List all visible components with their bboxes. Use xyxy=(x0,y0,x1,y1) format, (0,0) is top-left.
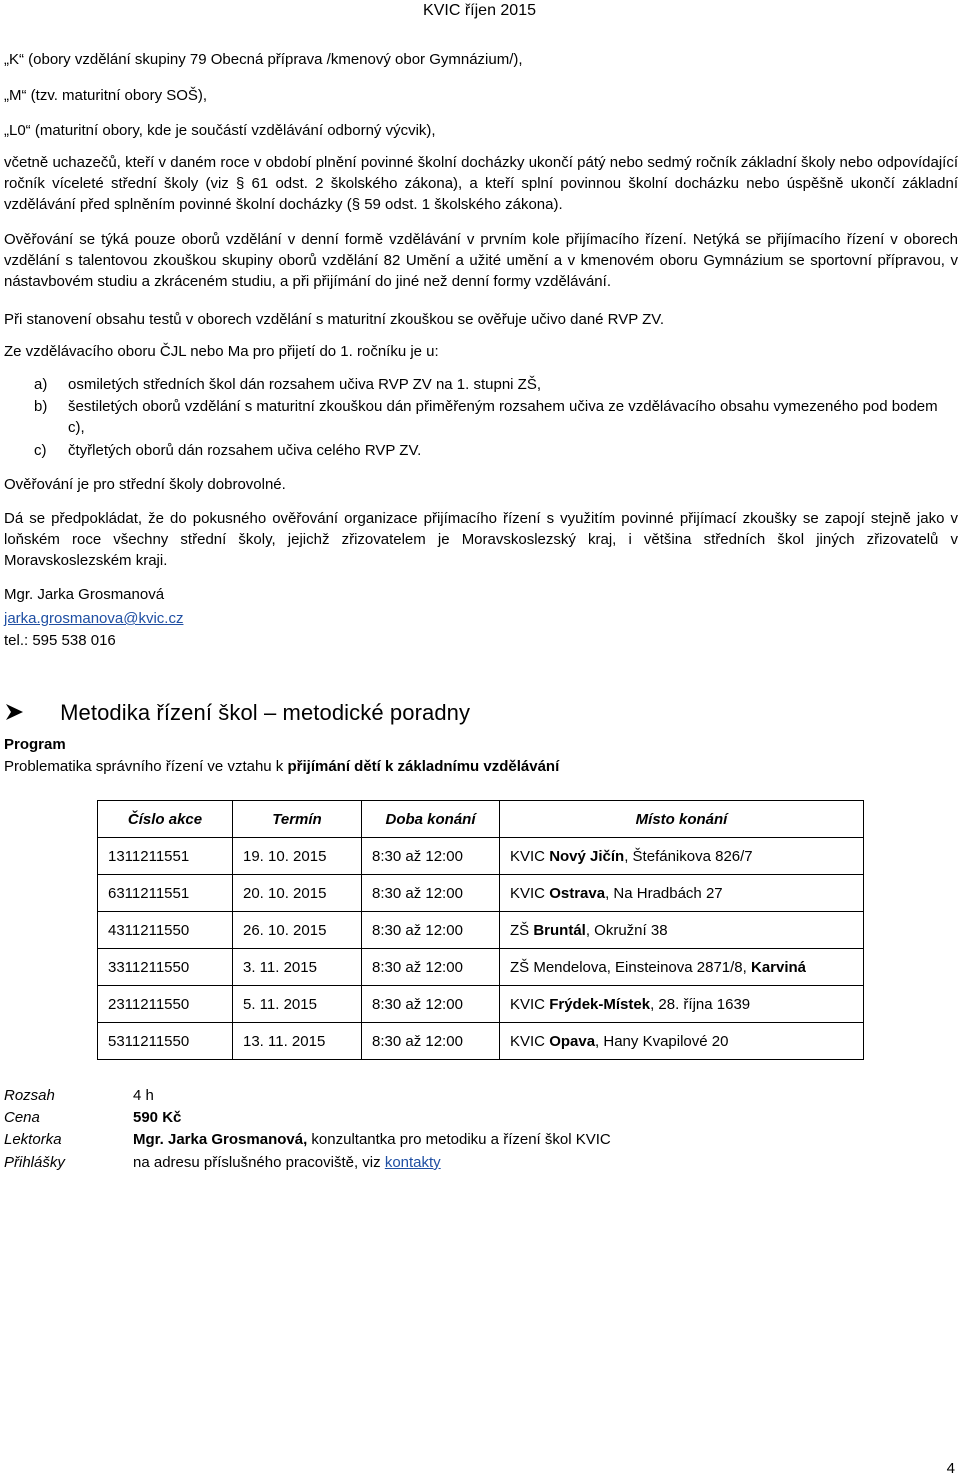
arrow-bullet-icon xyxy=(4,699,54,729)
list-text: šestiletých oborů vzdělání s maturitní zkouškou dán přiměřeným rozsahem učiva ze vzdělávacího obsahu vymezeného pod bodem c), xyxy=(68,398,938,436)
place-address: , Štefánikova 826/7 xyxy=(624,847,753,865)
page-number: 4 xyxy=(946,1460,955,1477)
info-rozsah xyxy=(4,1085,154,1106)
cell-date: 3. 11. 2015 xyxy=(233,949,362,986)
place-prefix: KVIC xyxy=(510,995,550,1013)
place-city: Karviná xyxy=(750,958,807,976)
cell-date: 19. 10. 2015 xyxy=(233,838,362,875)
cell-id: 5311211550 xyxy=(98,1023,233,1060)
table-header-row xyxy=(98,801,864,838)
cell-time: 8:30 až 12:00 xyxy=(362,949,500,986)
paragraph-predpoklad: Dá se předpokládat, že do pokusného ověřování organizace přijímacího řízení s využitím povinné přijímací zkoušky se zapojí stejně jako v loňském roce všechny střední školy, jejichž zřizovatelem je Moravskoslezský kraj, i většina středních škol jiných zřizovatelů v Moravskoslezském kraji. xyxy=(4,510,958,569)
section-title: Metodika řízení škol – metodické poradny xyxy=(60,700,471,725)
cell-date: 26. 10. 2015 xyxy=(233,912,362,949)
place-prefix: KVIC xyxy=(510,1032,550,1050)
list-line-k: „K“ (obory vzdělání skupiny 79 Obecná příprava /kmenový obor Gymnázium/), xyxy=(4,51,523,68)
table-row xyxy=(98,838,864,875)
cell-time: 8:30 až 12:00 xyxy=(362,912,500,949)
cell-date: 20. 10. 2015 xyxy=(233,875,362,912)
info-value: na adresu příslušného pracoviště, viz xyxy=(133,1154,385,1171)
contact-name: Mgr. Jarka Grosmanová xyxy=(4,586,165,603)
list-text: osmiletých středních škol dán rozsahem učiva RVP ZV na 1. stupni ZŠ, xyxy=(68,376,541,393)
place-address: , Na Hradbách 27 xyxy=(605,884,723,902)
cell-place xyxy=(500,986,864,1023)
place-address: , Hany Kvapilové 20 xyxy=(595,1032,729,1050)
list-label: a) xyxy=(34,376,48,393)
info-value: 590 Kč xyxy=(133,1109,182,1126)
list-item-c xyxy=(34,440,958,461)
program-topic: přijímání dětí k základnímu vzdělávání xyxy=(287,758,560,775)
info-value: 4 h xyxy=(133,1087,154,1104)
paragraph-obsah-testu: Při stanovení obsahu testů v oborech vzdělání s maturitní zkouškou se ověřuje učivo dané RVP ZV. xyxy=(4,311,665,328)
cell-date: 5. 11. 2015 xyxy=(233,986,362,1023)
table-row xyxy=(98,912,864,949)
cell-id: 2311211550 xyxy=(98,986,233,1023)
list-item-a xyxy=(34,374,958,395)
table-row xyxy=(98,949,864,986)
table-row xyxy=(98,986,864,1023)
info-prihlasky xyxy=(4,1152,441,1173)
cell-place xyxy=(500,875,864,912)
table-row xyxy=(98,875,864,912)
info-label: Rozsah xyxy=(4,1087,55,1104)
program-description xyxy=(4,756,559,777)
cell-id: 1311211551 xyxy=(98,838,233,875)
paragraph-overovani: Ověřování se týká pouze oborů vzdělání v denní formě vzdělávání v prvním kole přijímacího řízení. Netýká se přijímacího řízení v oborech vzdělání s talentovou zkouškou skupiny oborů vzdělání 82 Umění a užité umění a v kmenovém oboru Gymnázium se sportovní přípravou, v nástavbovém studiu a zkráceném studiu, a při přijímání do jiné než denní formy vzdělávání. xyxy=(4,231,958,290)
contact-phone: tel.: 595 538 016 xyxy=(4,632,116,649)
list-line-m: „M“ (tzv. maturitní obory SOŠ), xyxy=(4,87,208,104)
info-cena xyxy=(4,1107,181,1128)
cell-time: 8:30 až 12:00 xyxy=(362,986,500,1023)
place-city: Opava xyxy=(549,1032,596,1050)
info-label: Lektorka xyxy=(4,1131,62,1148)
paragraph-uchazeci: včetně uchazečů, kteří v daném roce v období plnění povinné školní docházky ukončí pátý nebo sedmý ročník základní školy nebo odpovídající ročník víceleté střední školy (viz § 61 odst. 2 školského zákona), a kteří splní povinnou školní docházku nebo úspěšně ukončí základní vzdělávání před splněním povinné školní docházky (§ 59 odst. 1 školského zákona). xyxy=(4,154,958,213)
cell-place xyxy=(500,1023,864,1060)
cell-time: 8:30 až 12:00 xyxy=(362,875,500,912)
place-city: Nový Jičín xyxy=(549,847,625,865)
place-city: Frýdek-Místek xyxy=(549,995,651,1013)
cell-date: 13. 11. 2015 xyxy=(233,1023,362,1060)
info-value-bold: Mgr. Jarka Grosmanová, xyxy=(133,1131,308,1148)
program-label: Program xyxy=(4,736,66,753)
cell-place xyxy=(500,838,864,875)
program-prefix: Problematika správního řízení ve vztahu k xyxy=(4,758,288,775)
events-table xyxy=(97,800,864,1060)
contacts-link[interactable]: kontakty xyxy=(384,1154,441,1171)
col-header-time: Doba konání xyxy=(362,801,500,838)
cell-id: 4311211550 xyxy=(98,912,233,949)
info-label: Přihlášky xyxy=(4,1154,65,1171)
table-row xyxy=(98,1023,864,1060)
info-label: Cena xyxy=(4,1109,40,1126)
col-header-id: Číslo akce xyxy=(98,801,233,838)
place-address: , 28. října 1639 xyxy=(650,995,751,1013)
paragraph-ze-vzdelavaciho: Ze vzdělávacího oboru ČJL nebo Ma pro přijetí do 1. ročníku je u: xyxy=(4,343,439,360)
contact-email-link[interactable]: jarka.grosmanova@kvic.cz xyxy=(4,610,184,627)
place-city: Bruntál xyxy=(533,921,586,939)
cell-place xyxy=(500,912,864,949)
paragraph-dobrovolne: Ověřování je pro střední školy dobrovolné. xyxy=(4,476,286,493)
place-address: , Okružní 38 xyxy=(585,921,668,939)
list-line-l0: „L0“ (maturitní obory, kde je součástí vzdělávání odborný výcvik), xyxy=(4,122,436,139)
list-item-b xyxy=(34,396,958,438)
col-header-place: Místo konání xyxy=(500,801,864,838)
list-label: b) xyxy=(34,398,48,415)
place-prefix: ZŠ Mendelova, Einsteinova 2871/8, xyxy=(510,958,751,976)
cell-time: 8:30 až 12:00 xyxy=(362,1023,500,1060)
cell-time: 8:30 až 12:00 xyxy=(362,838,500,875)
place-city: Ostrava xyxy=(549,884,606,902)
info-value: konzultantka pro metodiku a řízení škol KVIC xyxy=(307,1131,611,1148)
page-header: KVIC říjen 2015 xyxy=(423,2,536,19)
place-prefix: ZŠ xyxy=(510,921,534,939)
cell-id: 6311211551 xyxy=(98,875,233,912)
list-label: c) xyxy=(34,442,47,459)
col-header-date: Termín xyxy=(233,801,362,838)
list-text: čtyřletých oborů dán rozsahem učiva celého RVP ZV. xyxy=(68,442,422,459)
place-prefix: KVIC xyxy=(510,847,550,865)
cell-id: 3311211550 xyxy=(98,949,233,986)
cell-place xyxy=(500,949,864,986)
info-lektorka xyxy=(4,1129,611,1150)
section-heading xyxy=(4,698,470,729)
place-prefix: KVIC xyxy=(510,884,550,902)
